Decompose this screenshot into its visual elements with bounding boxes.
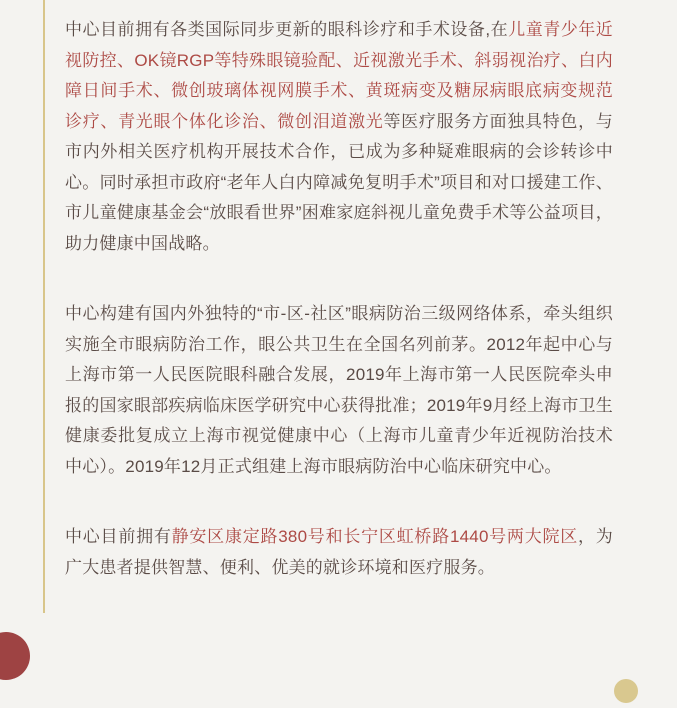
paragraph-network: [65, 299, 613, 482]
text-run: ，为广大患者提供智慧、便利、优美的就诊环境和医疗服务。: [65, 527, 614, 577]
highlighted-text-run: 静安区康定路380号和长宁区虹桥路1440号两大院区: [171, 527, 579, 546]
text-run: 中心构建有国内外独特的“市-区-社区”眼病防治三级网络体系，牵头组织实施全市眼病防治工作，眼公共卫生在全国名列前茅。2012年起中心与上海市第一人民医院眼科融合发展，2019年上海市第一人民医院牵头申报的国家眼部疾病临床医学研究中心获得批准；2019年9月经上海市卫生健康委批复成立上海市视觉健康中心（上海市儿童青少年近视防治技术中心）。2019年12月正式组建上海市眼病防治中心临床研究中心。: [65, 304, 613, 476]
highlighted-text-run: 儿童青少年近视防控、OK镜RGP等特殊眼镜验配、近视激光手术、斜弱视治疗、白内障日间手术、微创玻璃体视网膜手术、黄斑病变及糖尿病眼底病变规范诊疗、青光眼个体化诊治、微创泪道激光: [65, 20, 613, 131]
article-body: [65, 15, 613, 583]
left-accent-rule: [43, 0, 45, 613]
bottom-left-circle-decoration: [0, 632, 30, 680]
text-run: 等医疗服务方面独具特色，与市内外相关医疗机构开展技术合作，已成为多种疑难眼病的会诊转诊中心。同时承担市政府“老年人白内障减免复明手术”项目和对口援建工作、市儿童健康基金会“放眼看世界”困难家庭斜视儿童免费手术等公益项目，助力健康中国战略。: [65, 111, 613, 253]
paragraph-campuses: [65, 522, 613, 583]
text-run: 中心目前拥有: [65, 527, 172, 546]
bottom-right-circle-decoration: [614, 679, 638, 703]
paragraph-services: [65, 15, 613, 259]
text-run: 中心目前拥有各类国际同步更新的眼科诊疗和手术设备,在: [65, 20, 509, 39]
